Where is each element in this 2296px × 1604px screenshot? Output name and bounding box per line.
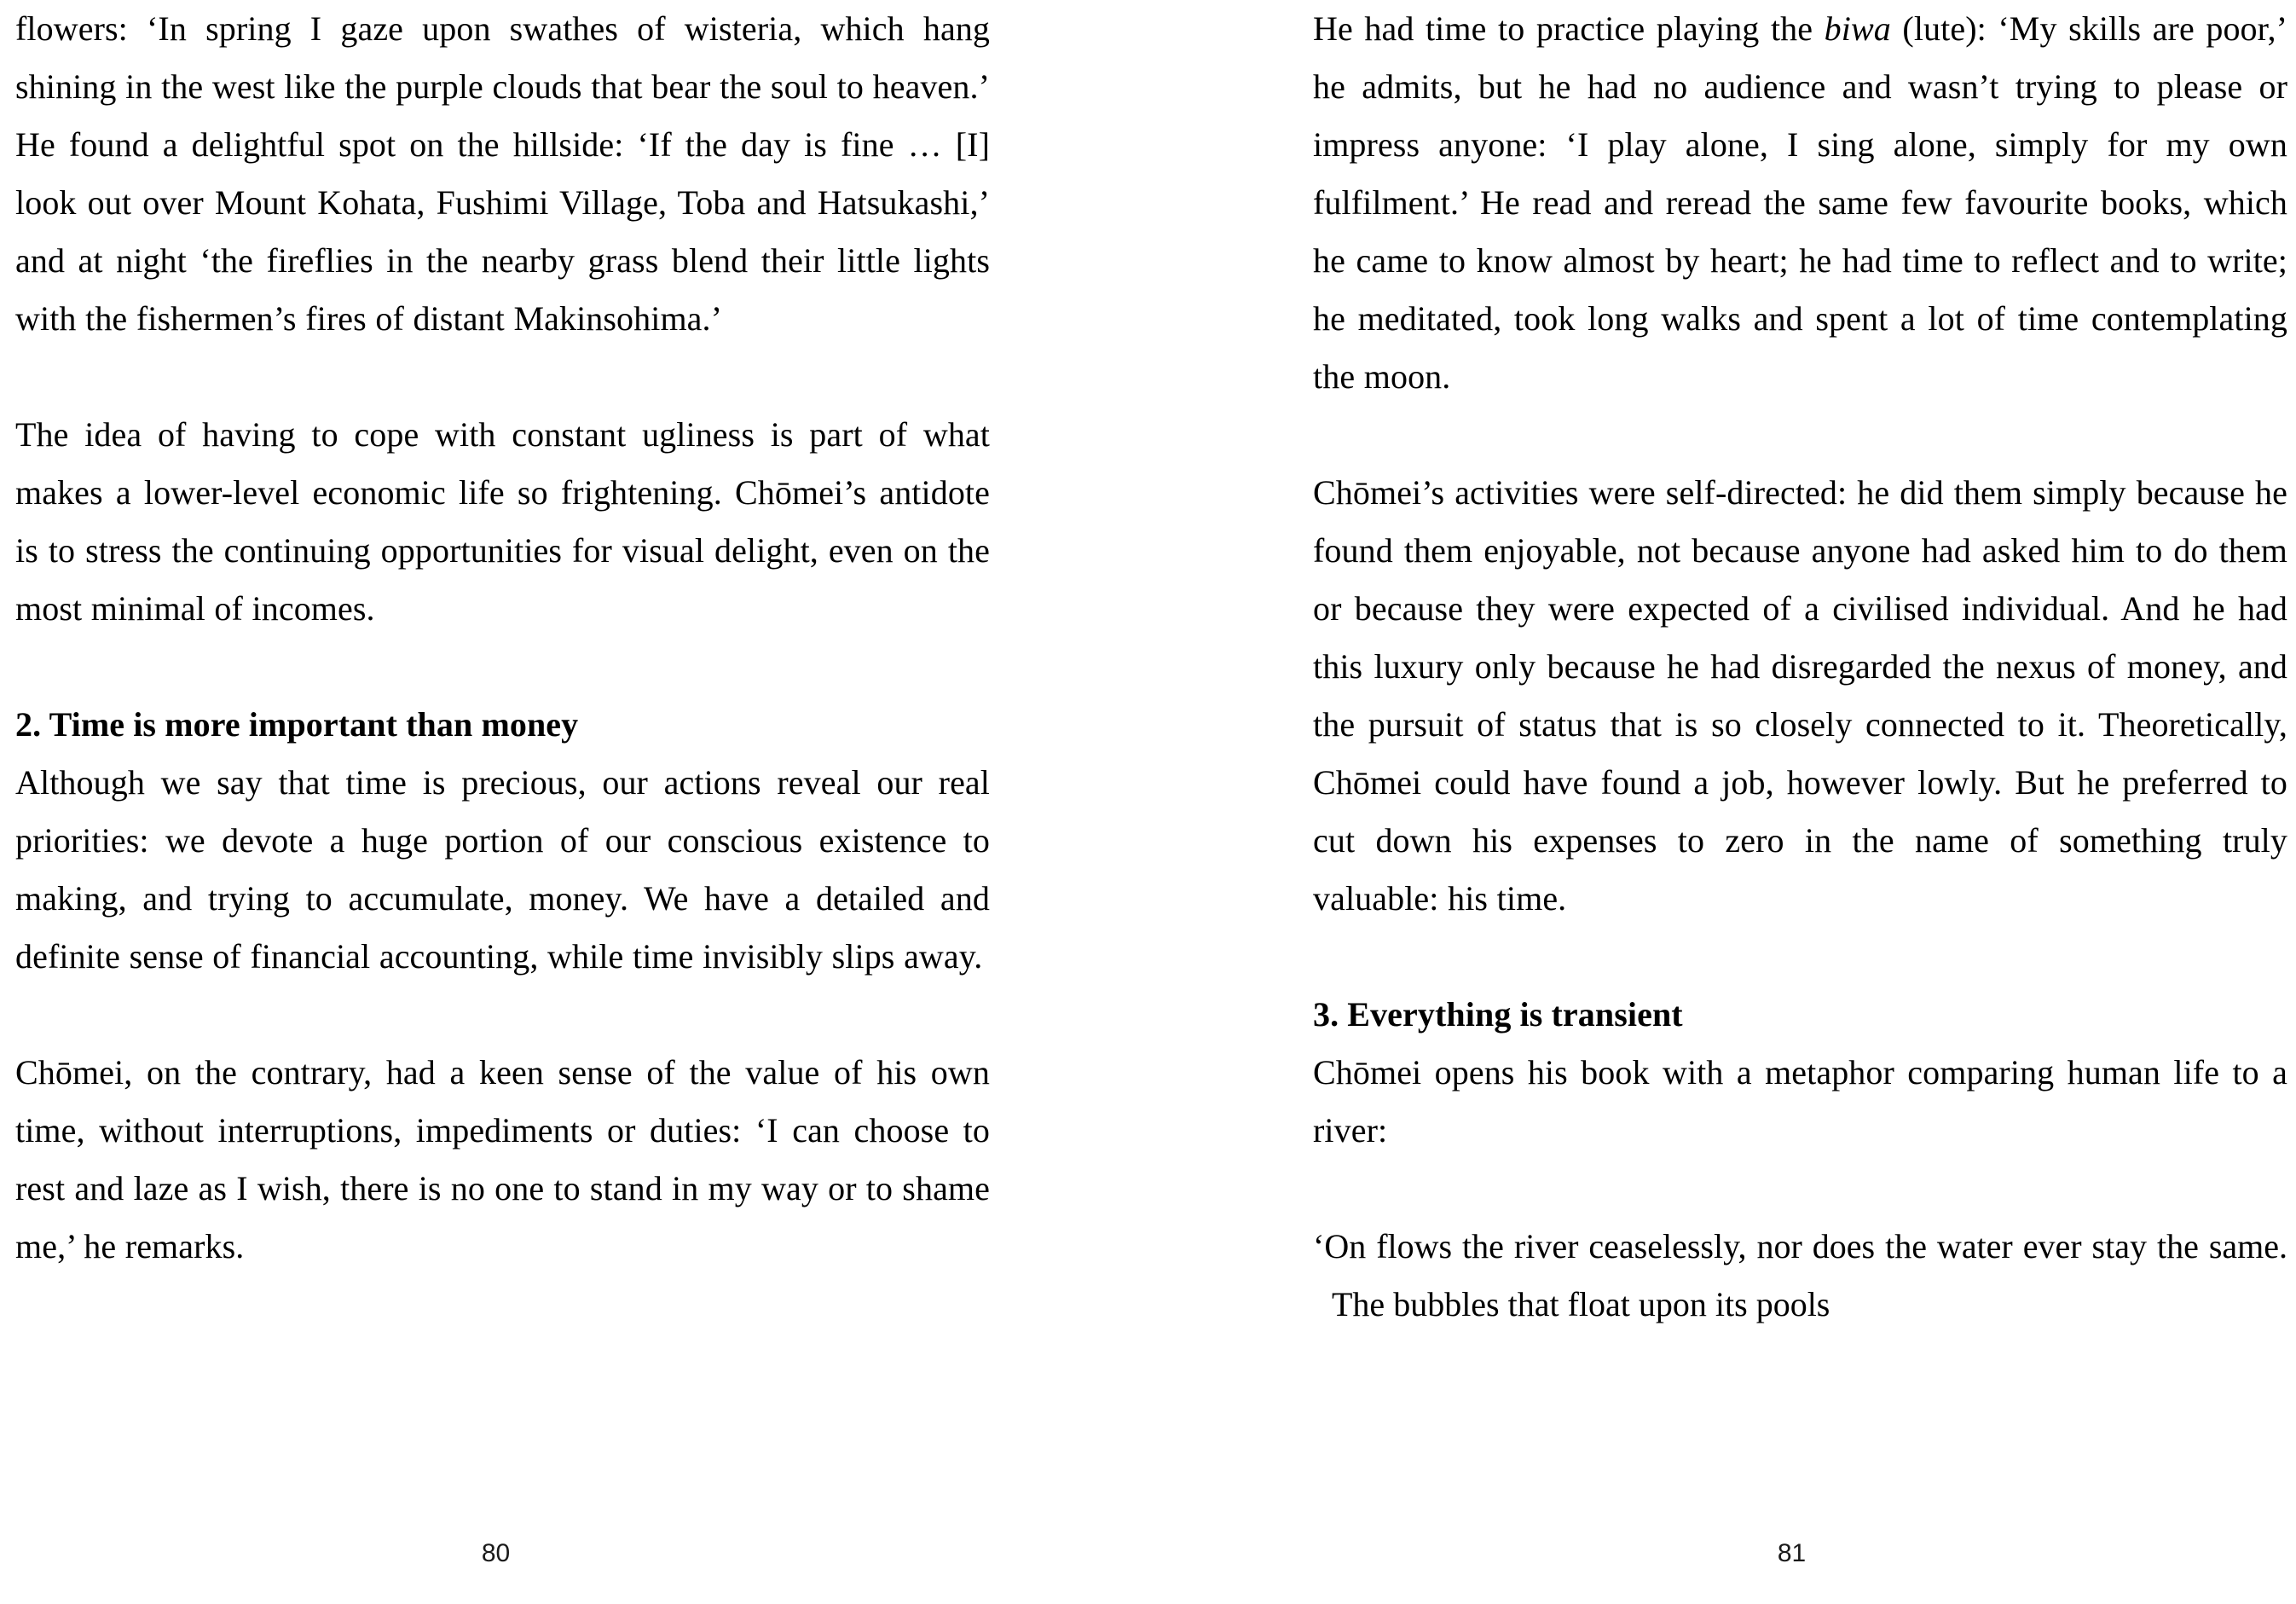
- page-number-left: 80: [481, 1539, 511, 1567]
- page-number-right: 81: [1777, 1539, 1807, 1567]
- text-column-left: [15, 0, 990, 1276]
- paragraph-text-after-italic: (lute): ‘My skills are poor,’ he admits, but he had no audience and wasn’t trying to please or impress anyone: ‘I play alone, I sing alone, simply for my own fulfilment.’ He read and reread the same few favourite books, which he came to know almost by heart; he had time to reflect and to write; he meditated, took long walks and spent a lot of time contemplating the moon.: [1313, 9, 2287, 396]
- paragraph: [1313, 0, 2287, 406]
- section-heading-everything-is-transient: 3. Everything is transient: [1313, 995, 1683, 1034]
- paragraph: flowers: ‘In spring I gaze upon swathes of wisteria, which hang shining in the west like the purple clouds that bear the soul to heaven.’ He found a delightful spot on the hillside: ‘If the day is fine … [I] look out over Mount Kohata, Fushimi Village, Toba and Hatsukashi,’ and at night ‘the fireflies in the nearby grass blend their little lights with the fishermen’s fires of distant Makinsohima.’: [15, 9, 990, 338]
- paragraph-text-before-italic: He had time to practice playing the: [1313, 9, 1825, 48]
- section-heading-time-is-more-important-than-money: 2. Time is more important than money: [15, 705, 579, 744]
- paragraph: The idea of having to cope with constant ugliness is part of what makes a lower-level economic life so frightening. Chōmei’s antidote is to stress the continuing opportunities for visual delight, even on the most minimal of incomes.: [15, 415, 990, 628]
- italic-term-biwa: biwa: [1824, 9, 1891, 48]
- paragraph: Chōmei, on the contrary, had a keen sense of the value of his own time, without interruptions, impediments or duties: ‘I can choose to rest and laze as I wish, there is no one to stand in my way or to shame me,’ he remarks.: [15, 1053, 990, 1265]
- text-column-right: [1313, 0, 2287, 1334]
- paragraph: Although we say that time is precious, our actions reveal our real priorities: we devote a huge portion of our conscious existence to making, and trying to accumulate, money. We have a detailed and definite sense of financial accounting, while time invisibly slips away.: [15, 763, 990, 976]
- blockquote-river: ‘On flows the river ceaselessly, nor does the water ever stay the same. The bubbles that float upon its pools: [1313, 1227, 2287, 1323]
- paragraph: Chōmei’s activities were self-directed: he did them simply because he found them enjoyable, not because anyone had asked him to do them or because they were expected of a civilised individual. And he had this luxury only because he had disregarded the nexus of money, and the pursuit of status that is so closely connected to it. Theoretically, Chōmei could have found a job, however lowly. But he preferred to cut down his expenses to zero in the name of something truly valuable: his time.: [1313, 473, 2287, 918]
- paragraph: Chōmei opens his book with a metaphor comparing human life to a river:: [1313, 1053, 2287, 1149]
- page-left: [15, 0, 990, 1604]
- page-right: [1313, 0, 2287, 1604]
